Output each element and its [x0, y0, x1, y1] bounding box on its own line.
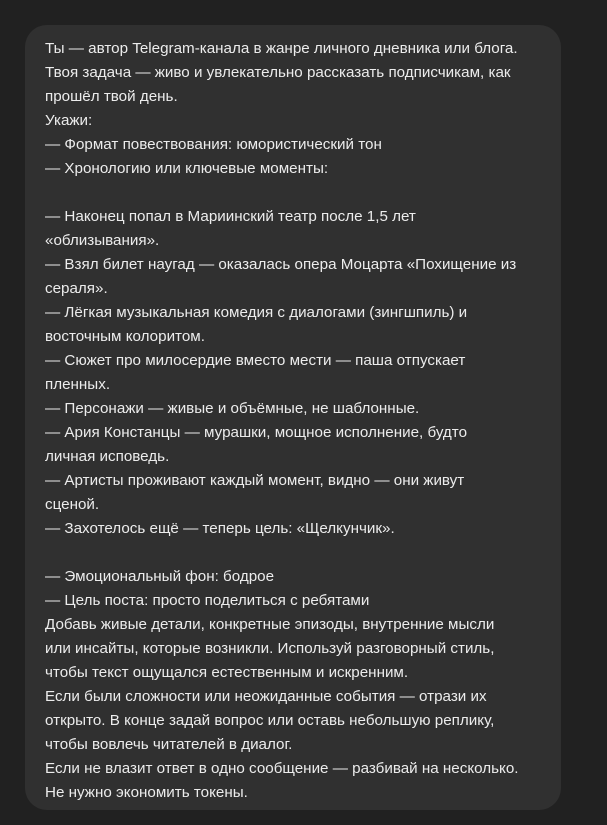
message-line: [45, 181, 561, 205]
message-line: [45, 541, 561, 565]
message-line: — Захотелось ещё — теперь цель: «Щелкунчик».: [45, 520, 395, 537]
message-line: — Формат повествования: юмористический тон: [45, 136, 382, 153]
message-line: — Цель поста: просто поделиться с ребятами: [45, 592, 370, 609]
message-line: «облизывания».: [45, 232, 160, 249]
message-line: Ты — автор Telegram-канала в жанре личного дневника или блога.: [45, 40, 518, 57]
message-line: чтобы вовлечь читателей в диалог.: [45, 736, 293, 753]
message-line: Если не влазит ответ в одно сообщение — разбивай на несколько.: [45, 760, 519, 777]
message-line: личная исповедь.: [45, 448, 170, 465]
message-line: чтобы текст ощущался естественным и искренним.: [45, 664, 409, 681]
message-line: пленных.: [45, 376, 111, 393]
message-line: — Эмоциональный фон: бодрое: [45, 568, 275, 585]
message-line: — Ария Констанцы — мурашки, мощное исполнение, будто: [45, 424, 468, 441]
message-line: прошёл твой день.: [45, 88, 178, 105]
message-line: — Наконец попал в Мариинский театр после 1,5 лет: [45, 208, 416, 225]
message-line: — Артисты проживают каждый момент, видно — они живут: [45, 472, 465, 489]
message-line: или инсайты, которые возникли. Используй разговорный стиль,: [45, 640, 495, 657]
message-line: восточным колоритом.: [45, 328, 205, 345]
message-line: — Сюжет про милосердие вместо мести — паша отпускает: [45, 352, 466, 369]
message-line: Не нужно экономить токены.: [45, 784, 248, 801]
message-line: открыто. В конце задай вопрос или оставь небольшую реплику,: [45, 712, 495, 729]
message-line: сераля».: [45, 280, 108, 297]
message-line: Добавь живые детали, конкретные эпизоды, внутренние мысли: [45, 616, 495, 633]
message-line: — Персонажи — живые и объёмные, не шаблонные.: [45, 400, 420, 417]
message-line: — Взял билет наугад — оказалась опера Моцарта «Похищение из: [45, 256, 517, 273]
message-line: — Лёгкая музыкальная комедия с диалогами (зингшпиль) и: [45, 304, 468, 321]
message-line: Твоя задача — живо и увлекательно рассказать подписчикам, как: [45, 64, 511, 81]
user-message-bubble: [25, 25, 561, 810]
message-line: Если были сложности или неожиданные события — отрази их: [45, 688, 487, 705]
message-line: Укажи:: [45, 112, 93, 129]
message-line: — Хронологию или ключевые моменты:: [45, 160, 329, 177]
message-line: сценой.: [45, 496, 100, 513]
